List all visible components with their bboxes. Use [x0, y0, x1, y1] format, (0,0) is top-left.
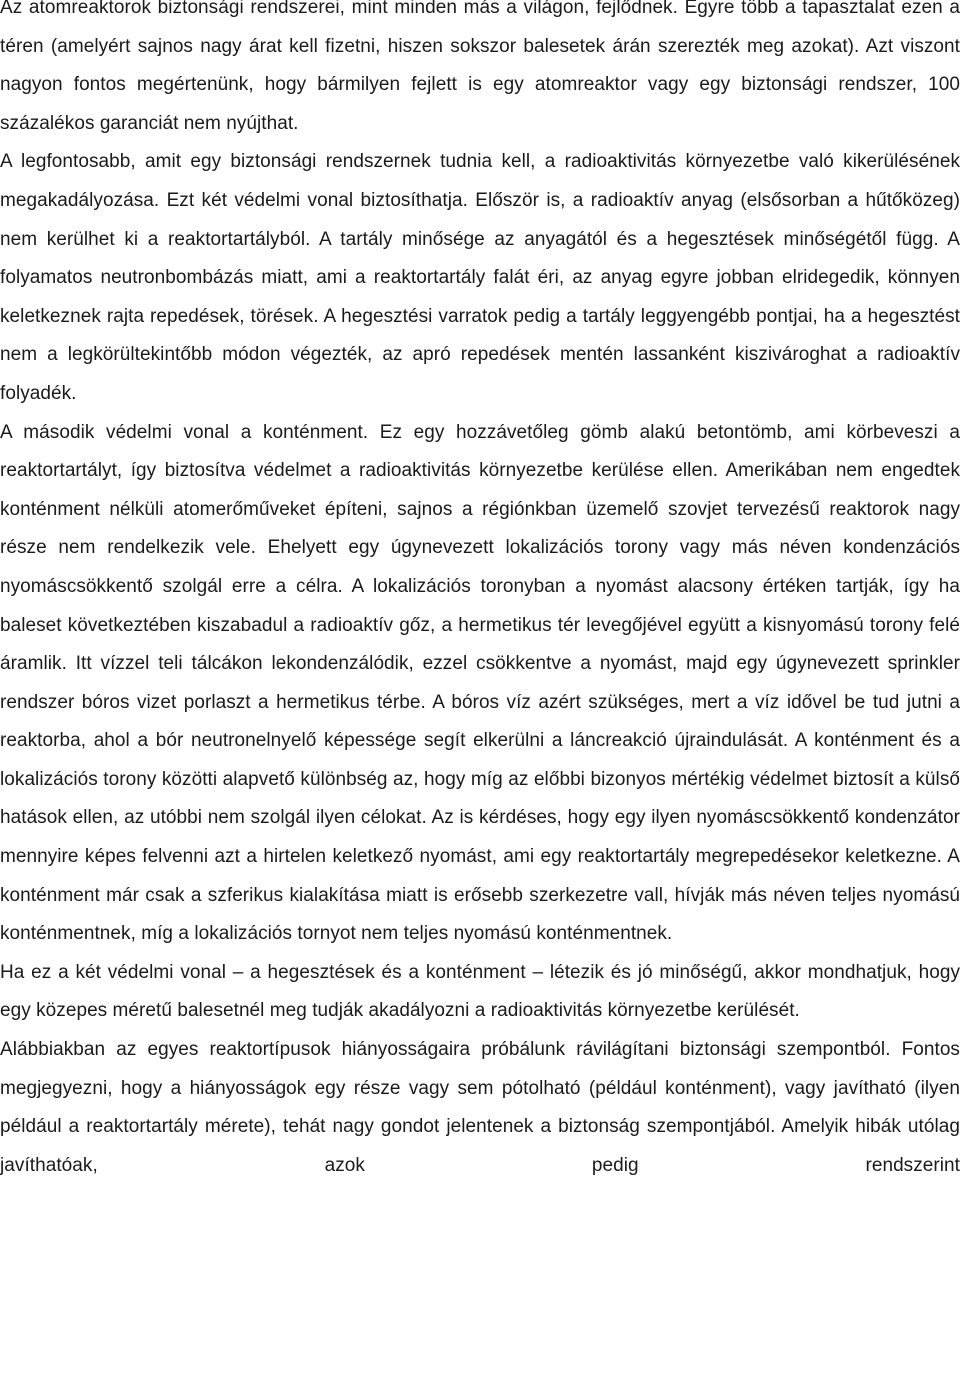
paragraph-two-lines-summary: Ha ez a két védelmi vonal – a hegesztések és a konténment – létezik és jó minőségű, akkor mondhatjuk, hogy egy közepes méretű balesetnél meg tudják akadályozni a radioaktivitás környezetbe kerülését.: [0, 961, 960, 1022]
paragraph-first-defense-line: A legfontosabb, amit egy biztonsági rendszernek tudnia kell, a radioaktivitás környezetbe való kikerülésének megakadályozása. Ezt két védelmi vonal biztosíthatja. Először is, a radioaktív anyag (elsősorban a hűtőközeg) nem kerülhet ki a reaktortartályból. A tartály minősége az anyagától és a hegesztések minőségétől függ. A folyamatos neutronbombázás miatt, ami a reaktortartály falát éri, az anyag egyre jobban elridegedik, könnyen keletkeznek rajta repedések, törések. A hegesztési varratok pedig a tartály leggyengébb pontjai, ha a hegesztést nem a legkörültekintőbb módon végezték, az apró repedések mentén lassanként kiszivároghat a radioaktív folyadék.: [0, 151, 960, 404]
paragraph-reactor-types: Alábbiakban az egyes reaktortípusok hiányosságaira próbálunk rávilágítani biztonsági szempontból. Fontos megjegyezni, hogy a hiányosságok egy része vagy sem pótolható (például konténment), vagy javítható (ilyen például a reaktortartály mérete), tehát nagy gondot jelentenek a biztonság szempontjából. Amelyik hibák utólag javíthatóak, azok pedig rendszerint: [0, 1039, 960, 1176]
paragraph-intro: Az atomreaktorok biztonsági rendszerei, mint minden más a világon, fejlődnek. Egyre több a tapasztalat ezen a téren (amelyért sajnos nagy árat kell fizetni, hiszen sokszor balesetek árán szerezték meg azokat). Azt viszont nagyon fontos megértenünk, hogy bármilyen fejlett is egy atomreaktor vagy egy biztonsági rendszer, 100 százalékos garanciát nem nyújthat.: [0, 0, 960, 134]
paragraph-containment: A második védelmi vonal a konténment. Ez egy hozzávetőleg gömb alakú betontömb, ami körbeveszi a reaktortartályt, így biztosítva védelmet a radioaktivitás környezetbe kerülése ellen. Amerikában nem engedtek konténment nélküli atomerőműveket építeni, sajnos a régiónkban üzemelő szovjet tervezésű reaktorok nagy része nem rendelkezik vele. Ehelyett egy úgynevezett lokalizációs torony vagy más néven kondenzációs nyomáscsökkentő szolgál erre a célra. A lokalizációs toronyban a nyomást alacsony értéken tartják, így ha baleset következtében kiszabadul a radioaktív gőz, a hermetikus tér levegőjével együtt a kisnyomású torony felé áramlik. Itt vízzel teli tálcákon lekondenzálódik, ezzel csökkentve a nyomást, majd egy úgynevezett sprinkler rendszer bóros vizet porlaszt a hermetikus térbe. A bóros víz azért szükséges, mert a víz idővel be tud jutni a reaktorba, ahol a bór neutronelnyelő képessége segít elkerülni a láncreakció újraindulását. A konténment és a lokalizációs torony közötti alapvető különbség az, hogy míg az előbbi bizonyos mértékig védelmet biztosít a külső hatások ellen, az utóbbi nem szolgál ilyen célokat. Az is kérdéses, hogy egy ilyen nyomáscsökkentő kondenzátor mennyire képes felvenni azt a hirtelen keletkező nyomást, ami egy reaktortartály megrepedésekor keletkezne. A konténment már csak a szferikus kialakítása miatt is erősebb szerkezetre vall, hívják más néven teljes nyomású konténmentnek, míg a lokalizációs tornyot nem teljes nyomású konténmentnek.: [0, 421, 960, 945]
